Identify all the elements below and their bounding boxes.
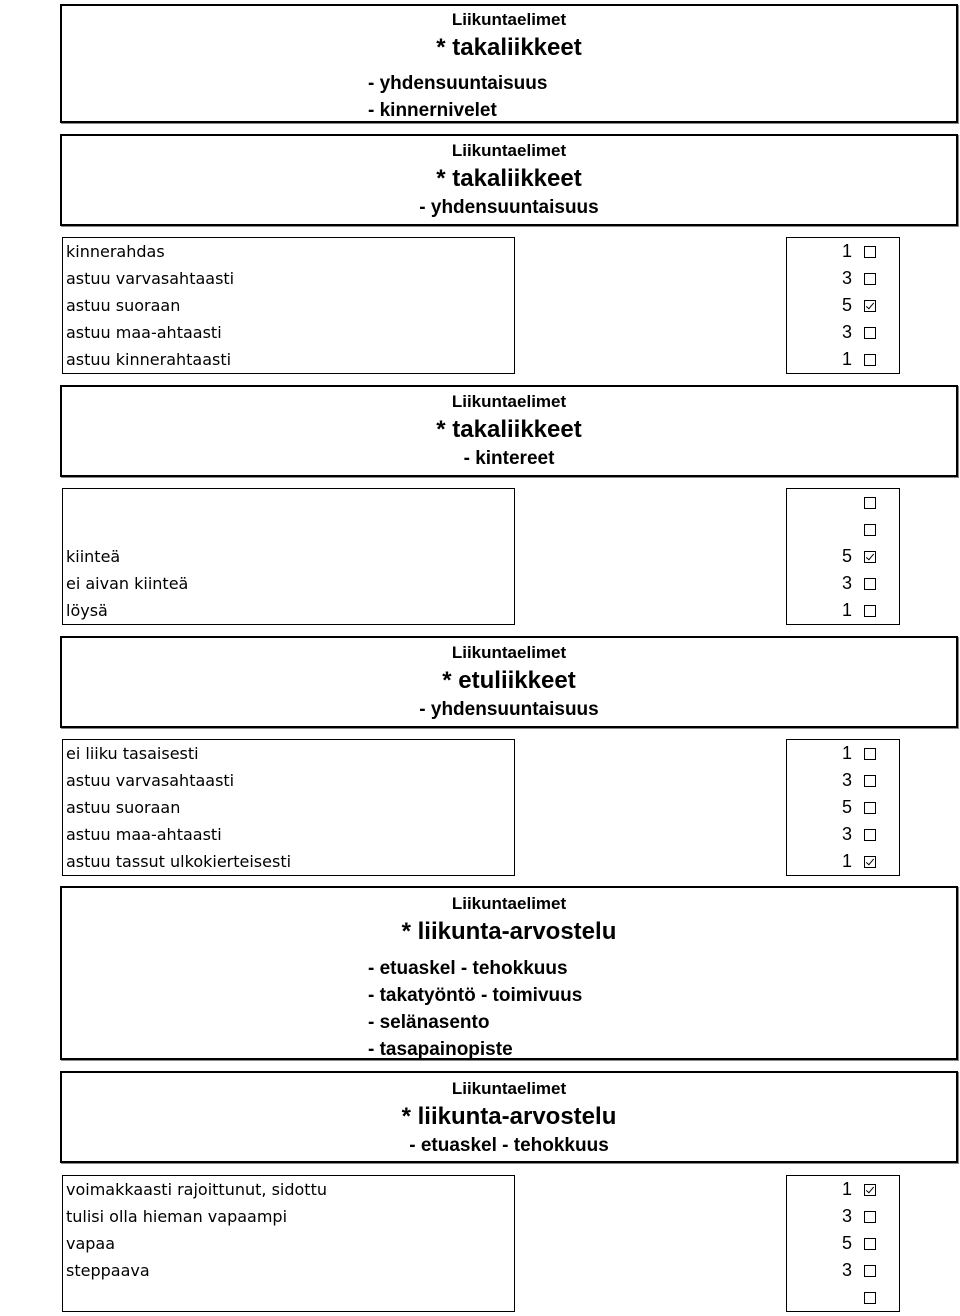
score-value: 3: [841, 1260, 852, 1280]
section-subtitle: - yhdensuuntaisuus: [419, 197, 599, 218]
criteria-label: astuu varvasahtaasti: [66, 771, 235, 790]
checkbox[interactable]: [864, 497, 876, 509]
section-category: Liikuntaelimet: [451, 894, 567, 913]
score-value: 5: [841, 797, 852, 817]
section-header: [60, 385, 958, 477]
checkbox[interactable]: [864, 748, 876, 760]
checkbox[interactable]: [864, 605, 876, 617]
score-value: 1: [841, 743, 852, 763]
section-subtitle: - etuaskel - tehokkuus: [409, 1135, 609, 1156]
section-title: * liikunta-arvostelu: [401, 918, 617, 945]
criteria-label: tulisi olla hieman vapaampi: [66, 1207, 288, 1226]
checkbox[interactable]: [864, 829, 876, 841]
section-subtitle: - etuaskel - tehokkuus: [368, 958, 568, 979]
score-value: 3: [841, 322, 852, 342]
section-subtitle: - kinnernivelet: [368, 100, 497, 121]
section-subtitle: - tasapainopiste: [368, 1039, 513, 1060]
section-category: Liikuntaelimet: [451, 141, 567, 160]
section-title: * takaliikkeet: [436, 416, 582, 443]
score-value: 3: [841, 573, 852, 593]
checkbox[interactable]: [864, 327, 876, 339]
score-value: 5: [841, 295, 852, 315]
section-subtitle: - kintereet: [463, 448, 555, 469]
section-header: [60, 4, 958, 123]
section-header: [60, 134, 958, 226]
criteria-label: astuu kinnerahtaasti: [66, 350, 232, 369]
section-subtitle: - yhdensuuntaisuus: [419, 699, 599, 720]
criteria-label: kinnerahdas: [66, 242, 165, 261]
score-value: 1: [841, 1179, 852, 1199]
checked-checkbox[interactable]: [864, 551, 876, 563]
score-value: 3: [841, 1206, 852, 1226]
section-title: * takaliikkeet: [436, 34, 582, 61]
score-value: 1: [841, 851, 852, 871]
score-value: 1: [841, 349, 852, 369]
section-category: Liikuntaelimet: [451, 1079, 567, 1098]
criteria-label: kiinteä: [66, 547, 121, 566]
criteria-label: astuu suoraan: [66, 798, 181, 817]
section-header: [60, 886, 958, 1060]
section-title: * takaliikkeet: [436, 165, 582, 192]
score-value: 3: [841, 770, 852, 790]
criteria-label: steppaava: [66, 1261, 150, 1280]
section-header: [60, 1071, 958, 1163]
section-category: Liikuntaelimet: [451, 10, 567, 29]
checkbox[interactable]: [864, 1238, 876, 1250]
checkbox[interactable]: [864, 775, 876, 787]
section-title: * etuliikkeet: [442, 667, 576, 694]
criteria-label: vapaa: [66, 1234, 116, 1253]
checked-checkbox[interactable]: [864, 856, 876, 868]
criteria-label-box: [62, 488, 515, 625]
section-category: Liikuntaelimet: [451, 643, 567, 662]
criteria-label: löysä: [66, 601, 108, 620]
section-subtitle: - takatyöntö - toimivuus: [368, 985, 583, 1006]
checkbox[interactable]: [864, 524, 876, 536]
score-value: 3: [841, 824, 852, 844]
criteria-label: astuu maa-ahtaasti: [66, 825, 222, 844]
criteria-label: ei aivan kiinteä: [66, 574, 189, 593]
score-value: 5: [841, 1233, 852, 1253]
section-subtitle: - selänasento: [368, 1012, 490, 1033]
section-subtitle: - yhdensuuntaisuus: [368, 73, 548, 94]
criteria-label: ei liiku tasaisesti: [66, 744, 199, 763]
section-header: [60, 636, 958, 728]
checkbox[interactable]: [864, 273, 876, 285]
score-value: 1: [841, 600, 852, 620]
section-category: Liikuntaelimet: [451, 392, 567, 411]
checkbox[interactable]: [864, 802, 876, 814]
section-title: * liikunta-arvostelu: [401, 1103, 617, 1130]
score-value: 5: [841, 546, 852, 566]
checkbox[interactable]: [864, 1265, 876, 1277]
checked-checkbox[interactable]: [864, 1184, 876, 1196]
checkbox[interactable]: [864, 354, 876, 366]
checkbox[interactable]: [864, 578, 876, 590]
checkbox[interactable]: [864, 1292, 876, 1304]
checkbox[interactable]: [864, 246, 876, 258]
checkbox[interactable]: [864, 1211, 876, 1223]
checked-checkbox[interactable]: [864, 300, 876, 312]
criteria-label: voimakkaasti rajoittunut, sidottu: [66, 1180, 327, 1199]
criteria-label: astuu maa-ahtaasti: [66, 323, 222, 342]
criteria-label: astuu varvasahtaasti: [66, 269, 235, 288]
score-value: 1: [841, 241, 852, 261]
score-value: 3: [841, 268, 852, 288]
criteria-label: astuu tassut ulkokierteisesti: [66, 852, 292, 871]
criteria-label: astuu suoraan: [66, 296, 181, 315]
